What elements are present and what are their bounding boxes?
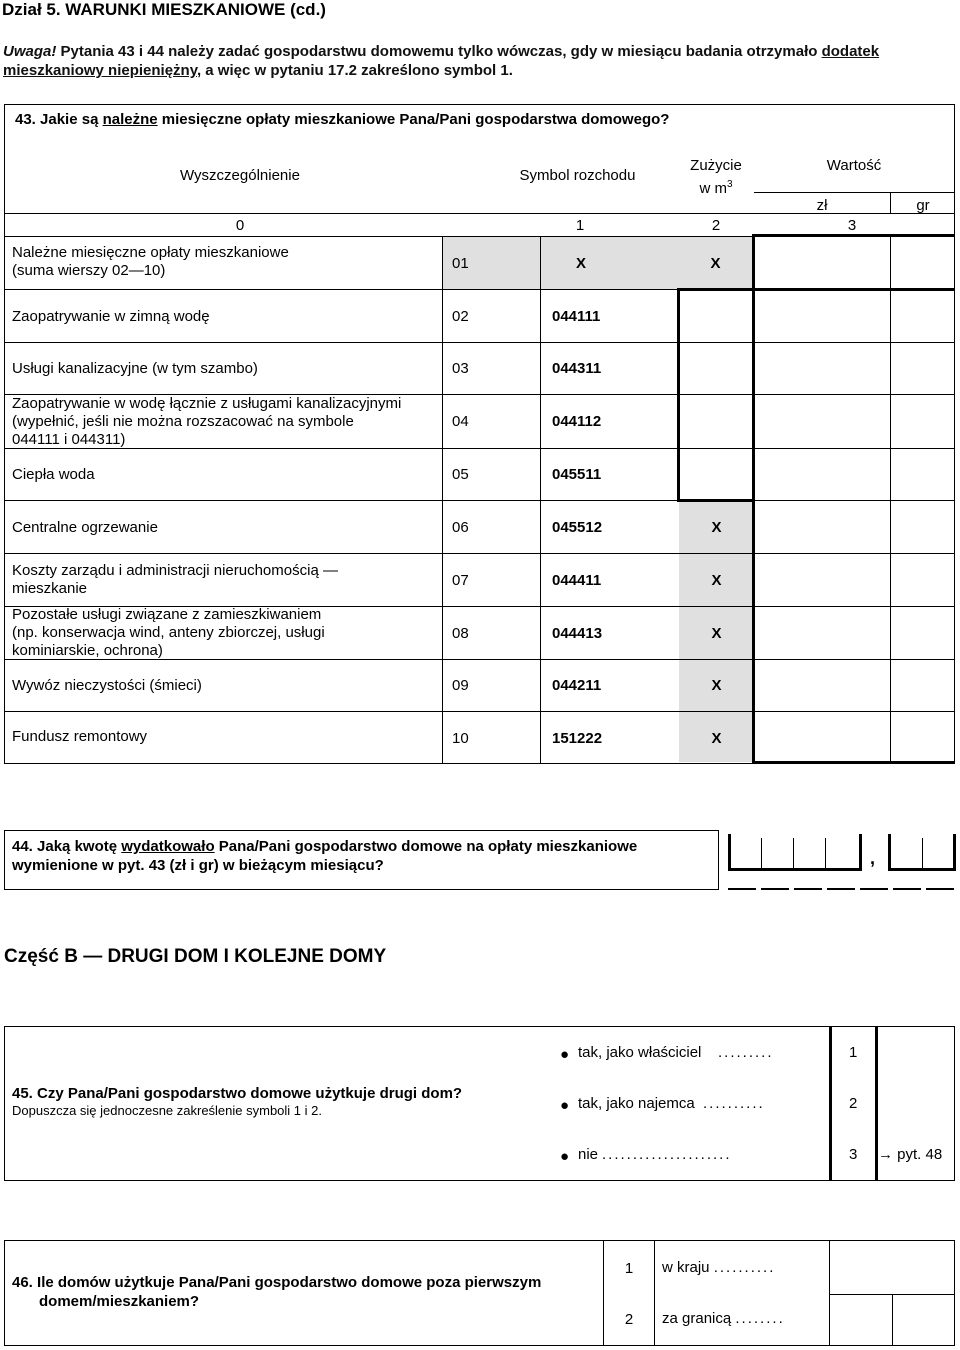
row-symbol: 044411: [552, 571, 602, 589]
q44-text-line2: wymienione w pyt. 43 (zł i gr) w bieżącym miesiącu?: [12, 857, 384, 874]
row-label: Pozostałe usługi związane z zamieszkiwaniem: [12, 606, 322, 623]
thick-row01-box-top: [752, 234, 955, 237]
row-number: 07: [452, 571, 469, 589]
option-goto: → pyt. 48: [878, 1146, 943, 1163]
usage-input[interactable]: [681, 291, 751, 341]
row-label-2: (suma wierszy 02—10): [12, 262, 166, 279]
usage-label-1: Zużycie: [690, 157, 742, 174]
table-row-07: [12, 562, 432, 598]
row-number: 08: [452, 624, 469, 642]
option-dots: .....................: [602, 1146, 732, 1163]
amount-underline-dashes: [728, 888, 956, 890]
q46-text-line2: domem/mieszkaniem?: [39, 1293, 200, 1310]
col-index-0: 0: [235, 216, 245, 234]
row-label-2: (wypełnić, jeśli nie można rozszacować na symbole: [12, 413, 354, 430]
table-row-06: Centralne ogrzewanie: [12, 518, 158, 536]
q46-option-code-1: 1: [624, 1259, 634, 1277]
row-number: 06: [452, 518, 469, 536]
row-usage: X: [711, 571, 722, 589]
amount-gr-input[interactable]: [888, 834, 956, 872]
grid-v-index-zl: [890, 192, 891, 214]
zl-input[interactable]: [756, 343, 889, 393]
table-row-03: Usługi kanalizacyjne (w tym szambo): [12, 360, 258, 377]
option-label: nie: [578, 1146, 599, 1163]
row-number: 02: [452, 307, 469, 325]
q43-text-pre: Jakie są: [35, 111, 103, 128]
amount-comma: ,: [870, 848, 876, 868]
row-number: 09: [452, 677, 469, 694]
row-symbol: 151222: [552, 729, 603, 747]
q45-hint: Dopuszcza się jednoczesne zakreślenie symboli 1 i 2.: [12, 1103, 322, 1118]
option-dots: ..........: [713, 1259, 776, 1276]
bullet-icon: ●: [560, 1148, 570, 1165]
q44-number: 44.: [12, 838, 33, 855]
q46-text: Ile domów użytkuje Pana/Pani gospodarstwo domowe poza pierwszym: [32, 1274, 542, 1291]
grid-h-row07-top: [5, 553, 955, 554]
option-label: w kraju: [662, 1259, 710, 1276]
grid-v-zl: [890, 236, 891, 763]
usage-input[interactable]: [681, 343, 751, 393]
col-header-gr: gr: [916, 196, 930, 214]
gr-input[interactable]: [892, 291, 954, 341]
grid-v-num: [540, 236, 541, 763]
section-title: Dział 5. WARUNKI MIESZKANIOWE (cd.): [2, 0, 326, 19]
option-code: 3: [849, 1146, 858, 1163]
bullet-icon: ●: [560, 1046, 570, 1063]
row-usage: X: [710, 254, 721, 272]
notice-underlined: dodatek mieszkaniowy niepieniężny: [3, 43, 880, 79]
notice-label: Uwaga!: [3, 43, 57, 60]
amount-zl-input[interactable]: [728, 834, 862, 872]
row-label-2: (np. konserwacja wind, anteny zbiorczej, usługi: [12, 624, 325, 641]
table-row-09: Wywóz nieczystości (śmieci): [12, 677, 202, 694]
col-header-spec: Wyszczególnienie: [180, 166, 300, 184]
q45-number: 45.: [12, 1085, 33, 1102]
q46-option-code-2: 2: [624, 1310, 634, 1328]
option-dots: .........: [718, 1044, 774, 1061]
q45-question: [12, 1085, 542, 1118]
q44-text-pre: Jaką kwotę: [32, 838, 122, 855]
row-symbol: X: [575, 254, 586, 272]
q46-count-input[interactable]: [893, 1296, 953, 1344]
table-row-08: [12, 606, 442, 660]
grid-h-top-header: [754, 192, 954, 193]
row-usage: X: [711, 677, 722, 694]
row-label-2: mieszkanie: [12, 580, 88, 597]
row-number: 03: [452, 360, 469, 377]
q46-option-2[interactable]: [662, 1310, 827, 1327]
option-code: 2: [849, 1095, 858, 1112]
option-dots: ........: [735, 1310, 785, 1327]
q45-option-1[interactable]: [560, 1044, 940, 1066]
col-header-zl: zł: [816, 196, 828, 214]
usage-sup: 3: [726, 179, 733, 190]
q43-number: 43.: [15, 111, 36, 128]
bullet-icon: ●: [560, 1097, 570, 1114]
row-label-3: 044111 i 044311): [12, 431, 126, 448]
table-row-01: [12, 244, 432, 280]
q45-text: Czy Pana/Pani gospodarstwo domowe użytkuje drugi dom?: [32, 1085, 463, 1102]
option-label: za granicą: [662, 1310, 732, 1327]
q46-divider-right: [829, 1240, 830, 1346]
row-number: 04: [452, 413, 469, 430]
part-b-title: Część B — DRUGI DOM I KOLEJNE DOMY: [4, 946, 387, 967]
col-index-2: 2: [711, 216, 721, 234]
q43-question: [15, 111, 945, 128]
row-usage: X: [711, 518, 722, 536]
row-symbol: 045511: [552, 466, 602, 483]
row-symbol: 044413: [552, 624, 603, 642]
table-row-04: [12, 395, 442, 449]
row-number: 01: [452, 254, 469, 272]
q45-option-2[interactable]: [560, 1095, 940, 1117]
q43-text-post: miesięczne opłaty mieszkaniowe Pana/Pani gospodarstwa domowego?: [157, 111, 670, 128]
option-label: tak, jako najemca: [578, 1095, 695, 1112]
option-label: tak, jako właściciel: [578, 1044, 702, 1061]
q46-divider-code: [654, 1240, 655, 1346]
table-row-02: Zaopatrywanie w zimną wodę: [12, 307, 210, 325]
col-header-symbol: Symbol rozchodu: [519, 166, 636, 184]
row-label: Koszty zarządu i administracji nieruchomością —: [12, 562, 338, 579]
row-number: 10: [452, 729, 469, 747]
thick-table-bottom: [752, 761, 955, 764]
table-row-10: Fundusz remontowy: [12, 727, 148, 745]
table-row-05: Ciepła woda: [12, 466, 95, 483]
col-header-usage: [680, 156, 752, 198]
row-symbol: 045512: [552, 518, 603, 536]
row-symbol: 044311: [552, 360, 602, 377]
q46-question: [12, 1273, 597, 1311]
col-index-1: 1: [575, 216, 585, 234]
row-usage: X: [711, 729, 722, 747]
row-symbol: 044112: [552, 413, 602, 430]
row-label-3: kominiarskie, ochrona): [12, 642, 163, 659]
grid-v-label: [442, 236, 443, 763]
usage-label-2: w m: [699, 180, 727, 197]
thick-usage-left: [677, 288, 680, 501]
zl-input[interactable]: [756, 291, 889, 341]
col-header-value: Wartość: [826, 156, 882, 174]
col-index-3: 3: [847, 216, 857, 234]
grid-h-row10-top: [5, 711, 955, 712]
notice: [3, 42, 955, 80]
q45-option-3[interactable]: [560, 1146, 955, 1168]
q46-option-1[interactable]: [662, 1259, 827, 1276]
grid-h-index-top: [5, 213, 955, 214]
q46-number: 46.: [12, 1274, 33, 1291]
option-dots: ..........: [703, 1095, 765, 1112]
notice-text-1: Pytania 43 i 44 należy zadać gospodarstwu domowemu tylko wówczas, gdy w miesiącu badania otrzymało: [56, 43, 822, 60]
q43-text-underlined: należne: [102, 111, 158, 128]
row-symbol: 044111: [552, 307, 601, 325]
row-usage: X: [711, 624, 722, 642]
row-symbol: 044211: [552, 677, 602, 694]
option-code: 1: [849, 1044, 858, 1061]
q44-text-underlined: wydatkowało: [121, 838, 215, 855]
q44-text-post: Pana/Pani gospodarstwo domowe na opłaty mieszkaniowe: [214, 838, 638, 855]
row-label: Należne miesięczne opłaty mieszkaniowe: [12, 244, 289, 261]
q44-question: [12, 837, 712, 875]
notice-text-2: , a więc w pytaniu 17.2 zakreślono symbol 1.: [196, 62, 513, 79]
row-number: 05: [452, 466, 469, 483]
row-label: Zaopatrywanie w wodę łącznie z usługami kanalizacyjnymi: [12, 395, 402, 412]
